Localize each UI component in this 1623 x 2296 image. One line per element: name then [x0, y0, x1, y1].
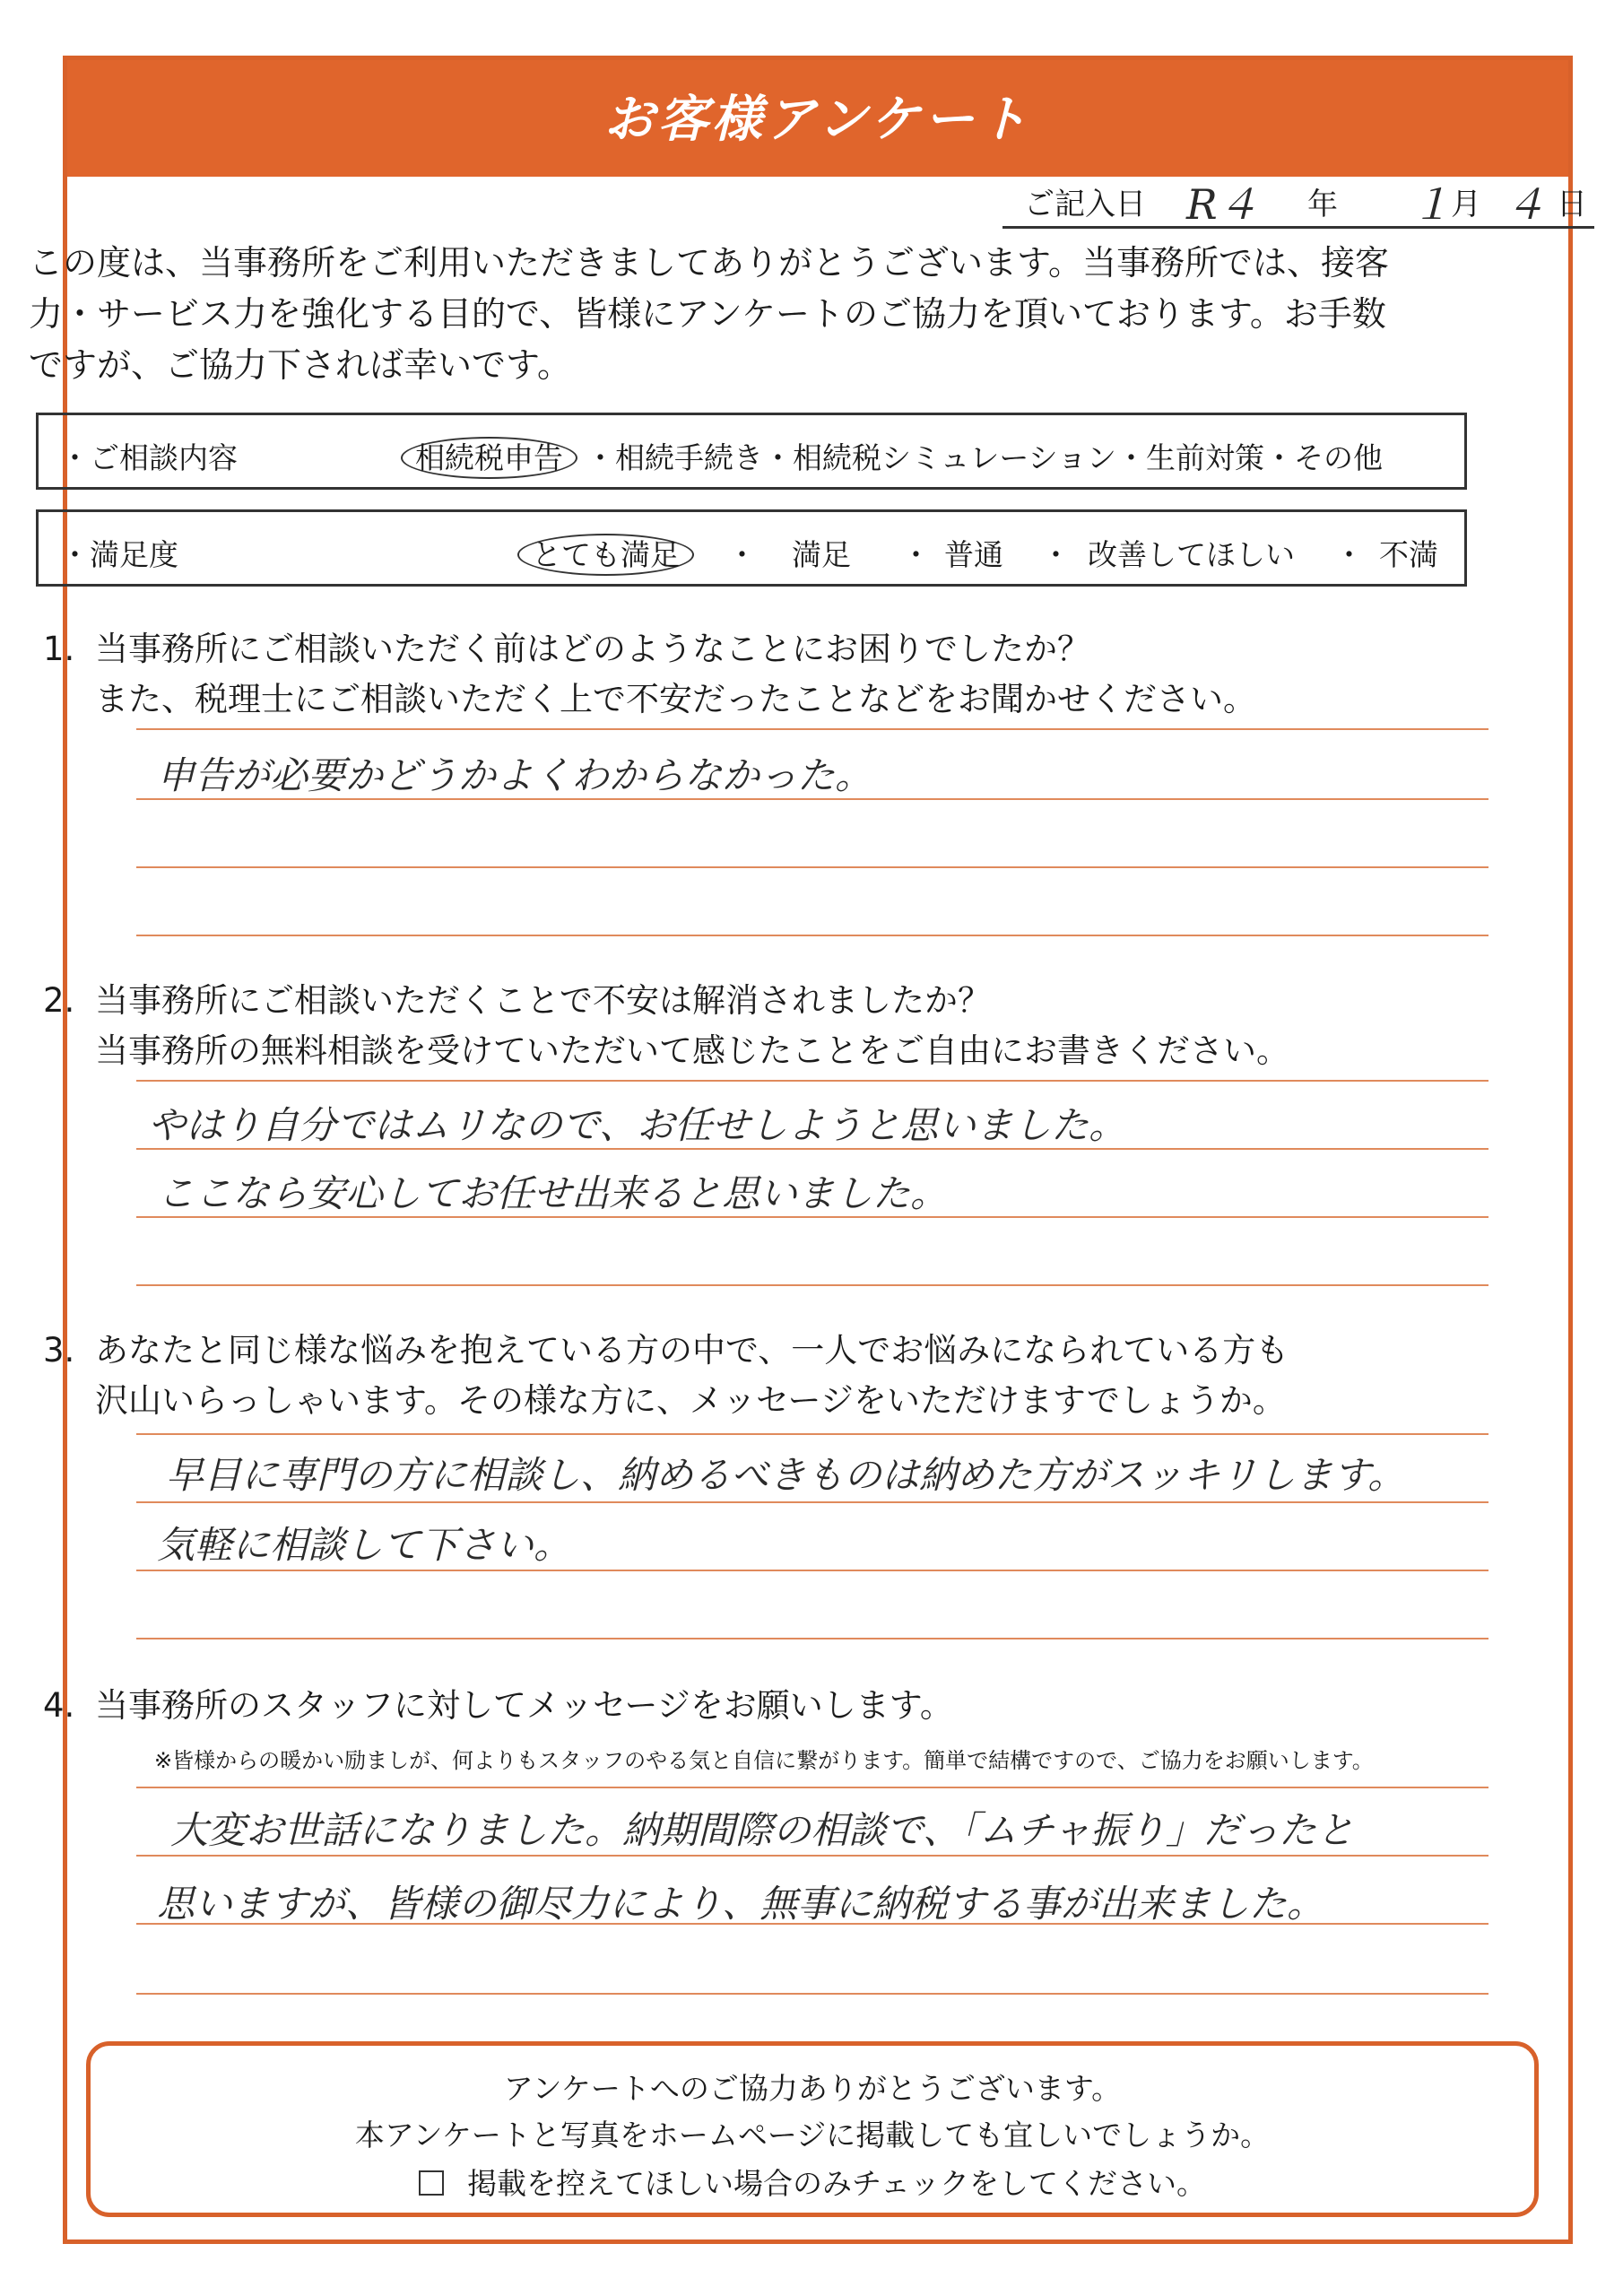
intro-text — [29, 238, 1481, 391]
question-4-note: ※皆様からの暖かい励ましが、何よりもスタッフのやる気と自信に繋がります。簡単で結構ですので、ご協力をお願いします。 — [154, 1748, 1374, 1773]
footer-checkbox-label: 掲載を控えてほしい場合のみチェックをしてください。 — [466, 2166, 1206, 2201]
date-day: ４ — [1505, 180, 1546, 229]
title-banner — [67, 60, 1568, 177]
answer-line — [136, 866, 1488, 868]
answer-2-line-1: やはり自分ではムリなので、お任せしようと思いました。 — [148, 1103, 1127, 1147]
footer-checkbox-row — [91, 2161, 1534, 2203]
satisfaction-option[interactable]: 普通 — [944, 537, 1003, 572]
answer-line — [136, 935, 1488, 936]
footer-box — [86, 2041, 1539, 2217]
question-text: あなたと同じ様な悩みを抱えている方の中で、一人でお悩みになられている方も — [95, 1331, 1289, 1370]
question-text: 当事務所のスタッフに対してメッセージをお願いします。 — [95, 1686, 953, 1725]
consent-checkbox[interactable] — [419, 2170, 444, 2196]
answer-3-line-1: 早目に専門の方に相談し、納めるべきものは納めた方がスッキリします。 — [166, 1453, 1406, 1497]
page-title: お客様アンケート — [603, 91, 1032, 149]
question-text: また、税理士にご相談いただく上で不安だったことなどをお聞かせください。 — [95, 680, 1256, 718]
answer-line — [136, 1080, 1488, 1082]
answer-line — [136, 1501, 1488, 1503]
footer-thanks: アンケートへのご協力ありがとうございます。 — [503, 2071, 1122, 2106]
question-number: 1. — [43, 630, 75, 668]
consult-label: ・ご相談内容 — [60, 440, 238, 475]
answer-line — [136, 1433, 1488, 1435]
intro-line: 力・サービス力を強化する目的で、皆様にアンケートのご協力を頂いております。お手数 — [29, 294, 1386, 334]
consult-option-list[interactable]: ・相続手続き・相続税シミュレーション・生前対策・その他 — [586, 440, 1384, 475]
answer-line — [136, 1284, 1488, 1286]
question-number: 3. — [43, 1331, 75, 1370]
satisfaction-separator: ・ — [1334, 537, 1364, 572]
satisfaction-label: ・満足度 — [60, 537, 178, 572]
answer-line — [136, 1855, 1488, 1857]
satisfaction-option[interactable]: 満足 — [792, 537, 851, 572]
question-text: 当事務所にご相談いただくことで不安は解消されましたか？ — [95, 981, 991, 1020]
answer-line — [136, 1993, 1488, 1995]
answer-2-line-2: ここなら安心してお任せ出来ると思いました。 — [157, 1171, 949, 1215]
consult-option-selected[interactable]: 相続税申告 — [415, 435, 577, 477]
date-label: ご記入日 — [1024, 187, 1146, 222]
date-row — [1002, 172, 1594, 229]
satisfaction-box — [36, 509, 1467, 587]
date-month-unit: 月 — [1451, 187, 1481, 222]
answer-1-line-1: 申告が必要かどうかよくわからなかった。 — [157, 753, 873, 797]
date-year-unit: 年 — [1307, 187, 1338, 222]
question-text: 沢山いらっしゃいます。その様な方に、メッセージをいただけますでしょうか。 — [95, 1381, 1286, 1420]
answer-line — [136, 1638, 1488, 1639]
question-number: 4. — [43, 1686, 75, 1725]
answer-line — [136, 1570, 1488, 1571]
question-2 — [43, 976, 1289, 1076]
question-3 — [43, 1326, 1289, 1426]
answer-line — [136, 1787, 1488, 1788]
intro-line: ですが、ご協力下されば幸いです。 — [29, 345, 571, 385]
satisfaction-separator: ・ — [727, 537, 757, 572]
answer-3-line-2: 気軽に相談して下さい。 — [157, 1523, 572, 1567]
answer-line — [136, 728, 1488, 730]
question-text: 当事務所の無料相談を受けていただいて感じたことをご自由にお書きください。 — [95, 1031, 1289, 1070]
date-day-unit: 日 — [1557, 187, 1587, 222]
answer-4-line-2: 思いますが、皆様の御尽力により、無事に納税する事が出来ました。 — [157, 1882, 1325, 1926]
date-month: １ — [1410, 180, 1452, 229]
question-text: 当事務所にご相談いただく前はどのようなことにお困りでしたか？ — [95, 630, 1090, 668]
footer-question: 本アンケートと写真をホームページに掲載しても宜しいでしょうか。 — [354, 2118, 1271, 2152]
satisfaction-option-selected[interactable]: とても満足 — [532, 532, 694, 574]
consult-box — [36, 413, 1467, 490]
question-number: 2. — [43, 981, 75, 1020]
answer-4-line-1: 大変お世話になりました。納期間際の相談で、「ムチャ振り」だったと — [170, 1808, 1355, 1852]
satisfaction-separator: ・ — [901, 537, 931, 572]
intro-line: この度は、当事務所をご利用いただきましてありがとうございます。当事務所では、接客 — [29, 243, 1389, 283]
satisfaction-separator: ・ — [1041, 537, 1071, 572]
question-1 — [43, 624, 1256, 725]
date-era-year: R４ — [1186, 180, 1259, 229]
satisfaction-option[interactable]: 改善してほしい — [1088, 537, 1295, 572]
satisfaction-option[interactable]: 不満 — [1379, 537, 1438, 572]
question-4 — [43, 1681, 953, 1731]
